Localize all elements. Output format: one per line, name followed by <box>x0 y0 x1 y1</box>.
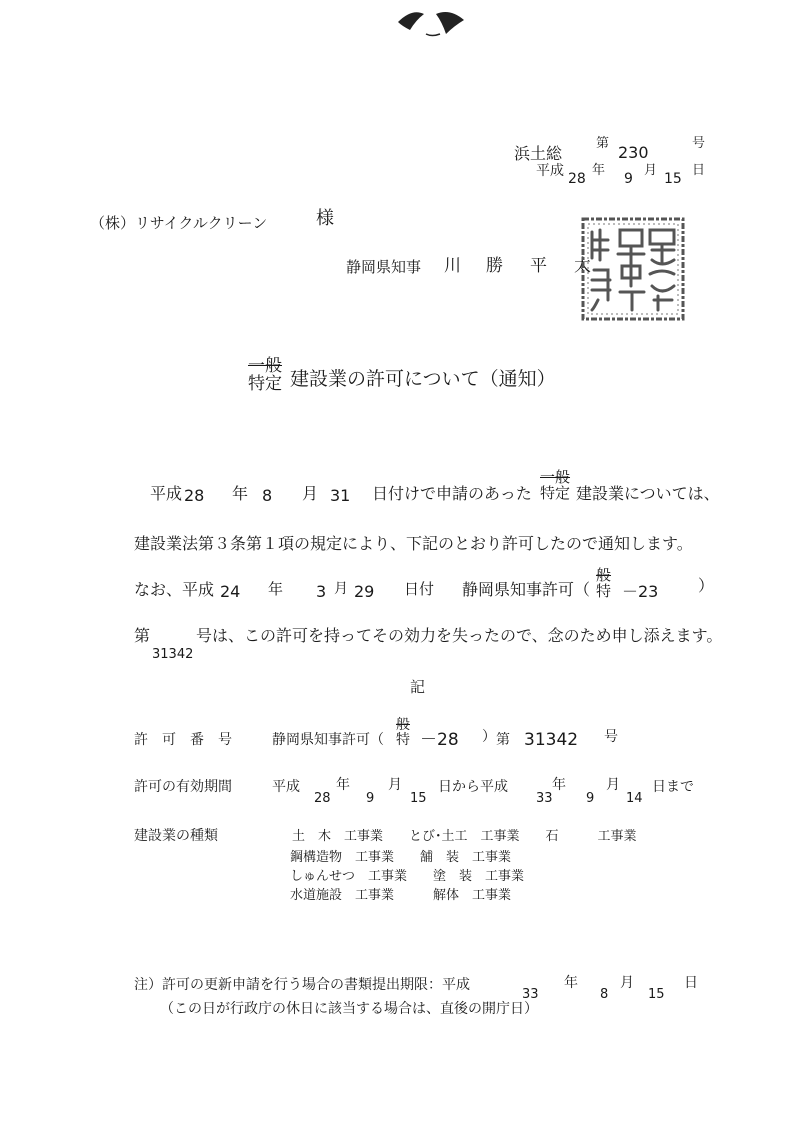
permit-authority: 静岡県知事許可（ <box>272 732 384 748</box>
note-month: 8 <box>600 987 609 1002</box>
title-choice-specific: 特定 <box>248 373 282 394</box>
permit-no-prefix: 第 <box>496 732 510 748</box>
issue-day-unit: 日 <box>692 163 706 178</box>
body-l1-choice-general: 一般 <box>540 468 571 486</box>
note-month-unit: 月 <box>620 975 634 991</box>
period-from-year-unit: 年 <box>336 777 350 793</box>
punch-hole-marks <box>392 4 472 40</box>
permit-number-label: 許 可 番 号 <box>134 732 232 748</box>
period-to-year: 33 <box>536 791 553 806</box>
ki-heading: 記 <box>410 678 426 696</box>
issue-era: 平成 <box>536 163 564 179</box>
body-l4-prefix: 第 <box>134 626 151 645</box>
body-l1-type-choice <box>540 470 570 502</box>
body-l3-day: 29 <box>354 582 375 601</box>
title-choice-general: 一般 <box>248 356 282 376</box>
recipient-name: （株）リサイクルクリーン <box>90 214 268 232</box>
official-seal <box>580 216 686 322</box>
body-l3-type-choice <box>596 568 611 600</box>
body-l3-year: 24 <box>220 582 241 601</box>
period-to-day-unit: 日まで <box>652 779 694 795</box>
sender-name-4: 太 <box>574 256 591 276</box>
issue-month-unit: 月 <box>644 163 658 178</box>
types-row-2: 鋼構造物 工事業 舗 装 工事業 <box>290 850 512 865</box>
body-l1-year-unit: 年 <box>232 484 249 503</box>
note-year: 33 <box>522 987 539 1002</box>
period-label: 許可の有効期間 <box>134 779 232 795</box>
body-l3-close: ） <box>698 576 715 595</box>
period-from-day: 15 <box>410 791 427 806</box>
period-to-month-unit: 月 <box>606 777 620 793</box>
body-l3-month: 3 <box>316 582 327 601</box>
body-l4-tail: 号は、この許可を持ってその効力を失ったので、念のため申し添えます。 <box>196 626 723 645</box>
issue-month: 9 <box>624 171 633 187</box>
doc-number-prefix: 第 <box>596 136 610 151</box>
body-l3-day-unit: 日付 <box>404 580 435 598</box>
period-from-day-unit: 日から平成 <box>438 779 508 795</box>
body-l3-choice-specific: 特 <box>596 581 612 600</box>
sender-name-3: 平 <box>530 256 547 276</box>
period-to-day: 14 <box>626 791 643 806</box>
permit-number: 31342 <box>524 730 579 750</box>
period-from-month: 9 <box>366 791 375 806</box>
body-l1-choice-specific: 特定 <box>540 483 571 502</box>
permit-type-choice <box>396 718 410 747</box>
issue-day: 15 <box>664 171 682 187</box>
body-l3-choice-general: 般 <box>596 566 612 584</box>
office-code: 浜土総 <box>514 144 563 163</box>
note-day-unit: 日 <box>684 975 698 991</box>
issue-year-unit: 年 <box>592 163 606 178</box>
note-prefix: 注）許可の更新申請を行う場合の書類提出期限：平成 <box>134 977 470 993</box>
sender-name-1: 川 <box>444 256 461 276</box>
period-from-year: 28 <box>314 791 331 806</box>
types-row-3: しゅんせつ 工事業 塗 装 工事業 <box>290 869 525 884</box>
title-type-choice <box>248 358 282 394</box>
sender-name-2: 勝 <box>486 256 503 276</box>
note-day: 15 <box>648 987 665 1002</box>
body-l3-year-unit: 年 <box>268 580 284 598</box>
recipient-honorific: 様 <box>316 208 334 229</box>
body-l3-month-unit: 月 <box>334 581 348 597</box>
body-l1-year: 28 <box>184 486 205 505</box>
body-l3-prefix: なお、平成 <box>134 580 215 599</box>
document-title: 建設業の許可について（通知） <box>290 368 556 390</box>
permit-choice-specific: 特 <box>396 731 410 748</box>
period-from-month-unit: 月 <box>388 777 402 793</box>
body-l1-month-unit: 月 <box>302 484 319 503</box>
types-label: 建設業の種類 <box>134 828 218 844</box>
types-row-4: 水道施設 工事業 解体 工事業 <box>290 888 512 903</box>
body-l1-after-date: 日付けで申請のあった <box>372 484 532 503</box>
issue-year: 28 <box>568 171 586 187</box>
permit-choice-general: 般 <box>396 717 410 733</box>
doc-number: 230 <box>618 143 649 162</box>
body-l1-tail: 建設業については、 <box>576 484 720 503</box>
body-l1-month: 8 <box>262 486 273 505</box>
permit-close: ） <box>482 729 496 745</box>
period-to-month: 9 <box>586 791 595 806</box>
period-from-era: 平成 <box>272 779 300 795</box>
doc-number-suffix: 号 <box>692 136 706 151</box>
permit-no-suffix: 号 <box>604 729 618 745</box>
note-line-2: （この日が行政庁の休日に該当する場合は、直後の開庁日） <box>160 1001 538 1017</box>
sender-title: 静岡県知事 <box>346 258 422 276</box>
body-l3-code: －23 <box>622 582 659 601</box>
body-l3-authority: 静岡県知事許可（ <box>462 580 591 599</box>
body-line-2: 建設業法第３条第１項の規定により、下記のとおり許可したので通知します。 <box>134 534 693 553</box>
period-to-year-unit: 年 <box>552 777 566 793</box>
types-row-1: 土 木 工事業 とび･土工 工事業 石 工事業 <box>292 829 637 844</box>
permit-code: －28 <box>420 730 459 750</box>
note-year-unit: 年 <box>564 975 578 991</box>
body-l1-era: 平成 <box>150 484 183 503</box>
body-l4-number: 31342 <box>152 647 194 662</box>
body-l1-day: 31 <box>330 486 351 505</box>
